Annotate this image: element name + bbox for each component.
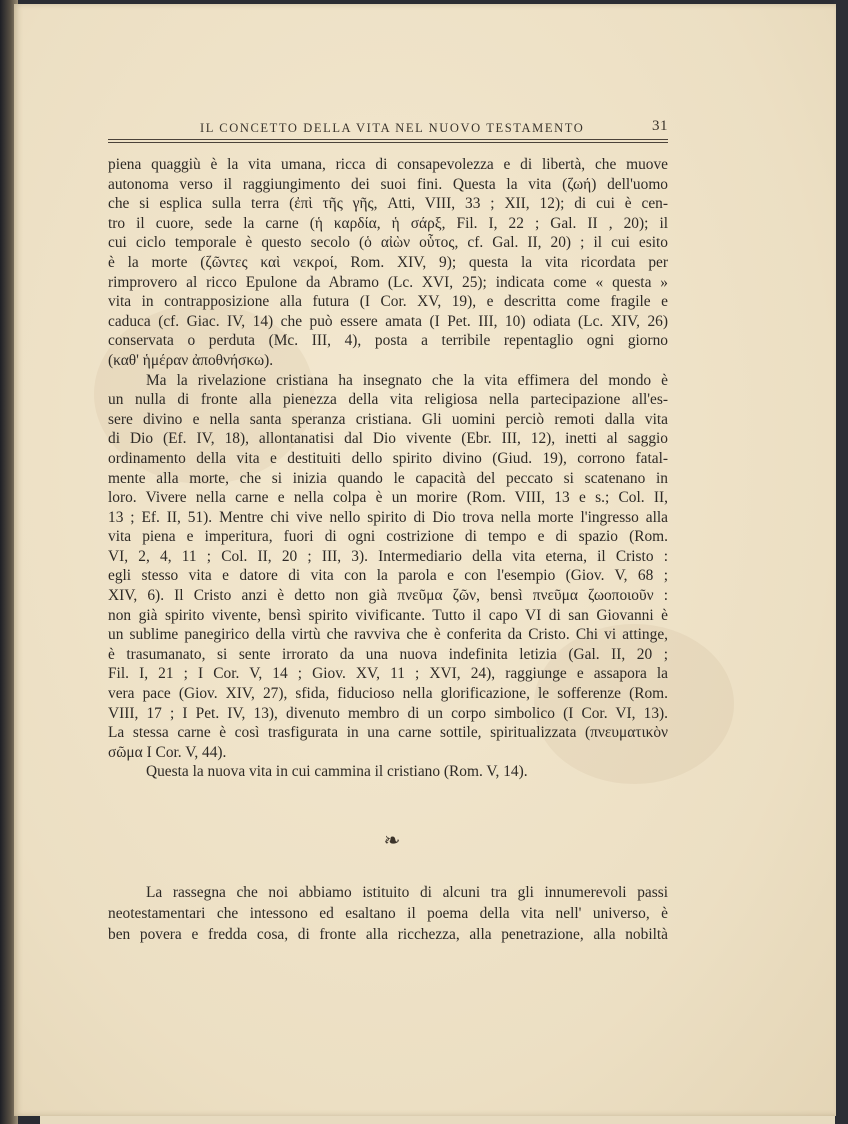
text-line: cui ciclo temporale è questo secolo (ὁ αἰὼν οὗτος, cf. Gal. II, 20) ; il cui esito xyxy=(108,234,668,252)
running-title: IL CONCETTO DELLA VITA NEL NUOVO TESTAMENTO xyxy=(200,121,585,135)
text-line: autonoma verso il raggiungimento dei suoi fini. Questa la vita (ζωή) dell'uomo xyxy=(108,175,668,193)
background-right-edge xyxy=(834,0,848,1124)
text-line: (καθ' ἡμέραν ἀποθνήσκω). xyxy=(108,351,274,369)
text-line: ordinamento della vita e destituiti dello spirito divino (Giud. 19), corrono fatal- xyxy=(108,449,668,467)
closing-text xyxy=(108,882,668,945)
text-line: è trasumanato, si sente irrorato da una nuova indefinita letizia (Gal. II, 20 ; xyxy=(108,645,668,663)
text-line: rimprovero al ricco Epulone da Abramo (Lc. XVI, 25); indicata come « questa » xyxy=(108,273,668,291)
text-line: caduca (cf. Giac. IV, 14) che può essere amata (I Pet. III, 10) odiata (Lc. XIV, 26) xyxy=(108,312,668,330)
text-line: VI, 2, 4, 11 ; Col. II, 20 ; III, 3). Intermediario della vita eterna, il Cristo : xyxy=(108,547,668,565)
header-rule-top xyxy=(108,139,668,140)
text-line: egli stesso vita e datore di vita con la parola e con l'esempio (Giov. V, 68 ; xyxy=(108,567,668,585)
page-number: 31 xyxy=(652,118,668,134)
text-line: La stessa carne è così trasfigurata in una carne sottile, spiritualizzata (πνευματικὸν xyxy=(108,724,668,742)
text-line: ben povera e fredda cosa, di fronte alla ricchezza, alla penetrazione, alla nobiltà xyxy=(108,926,668,943)
text-line: sere divino e nella santa speranza cristiana. Gli uomini perciò remoti dalla vita xyxy=(108,410,668,428)
text-line: σῶμα I Cor. V, 44). xyxy=(108,743,227,761)
text-line: di Dio (Ef. IV, 18), allontanatisi dal Dio vivente (Ebr. III, 12), inetti al saggio xyxy=(108,430,668,448)
text-line: conservata o perduta (Mc. III, 4), posta a terribile repentaglio ogni giorno xyxy=(108,332,668,350)
paragraph-3 xyxy=(108,762,668,782)
text-line: vita in contrapposizione alla futura (I Cor. XV, 19), e descritta come fragile e xyxy=(108,293,668,311)
text-line: vera pace (Giov. XIV, 27), sfida, fiducioso nella glorificazione, le sofferenze (Rom. xyxy=(108,685,668,703)
header-rule-bottom xyxy=(108,142,668,143)
text-line: tro il cuore, sede la carne (ἡ καρδία, ἡ σάρξ, Fil. I, 22 ; Gal. II , 20); il xyxy=(108,214,668,232)
text-line: Ma la rivelazione cristiana ha insegnato che la vita effimera del mondo è xyxy=(146,371,668,389)
fleuron-ornament-icon: ❧ xyxy=(383,830,401,852)
paragraph-1 xyxy=(108,155,668,371)
text-line: che si esplica sulla terra (ἐπὶ τῆς γῆς, Atti, VIII, 33 ; XII, 12); di cui è cen- xyxy=(108,195,668,213)
text-line: non già spirito vivente, bensì spirito vivificante. Tutto il capo VI di san Giovanni è xyxy=(108,606,668,624)
text-line: VIII, 17 ; I Pet. IV, 13), divenuto membro di un corpo simbolico (I Cor. VI, 13). xyxy=(108,704,668,722)
text-line: un nulla di fronte alla pienezza della vita religiosa nella partecipazione all'es- xyxy=(108,391,668,409)
text-line: mente alla morte, che si inizia quando le capacità del peccato si scatenano in xyxy=(108,469,668,487)
text-line: un sublime panegirico della virtù che ravviva che è conferita da Cristo. Chi vi attinge, xyxy=(108,626,668,644)
text-line: vita piena e imperitura, fuori di ogni costrizione di tempo e di spazio (Rom. xyxy=(108,528,668,546)
text-line: Questa la nuova vita in cui cammina il cristiano (Rom. V, 14). xyxy=(146,763,528,781)
paragraph-2 xyxy=(108,371,668,763)
text-line: 13 ; Ef. II, 51). Mentre chi vive nello spirito di Dio trova nella morte l'ingresso alla xyxy=(108,508,668,526)
text-line: Fil. I, 21 ; I Cor. V, 14 ; Giov. XV, 11 ; XVI, 24), raggiunge e assapora la xyxy=(108,665,668,683)
text-line: La rassegna che noi abbiamo istituito di alcuni tra gli innumerevoli passi xyxy=(146,884,668,901)
text-line: XIV, 6). Il Cristo anzi è detto non già πνεῦμα ζῶν, bensì πνεῦμα ζωοποιοῦν : xyxy=(108,587,668,605)
text-line: neotestamentari che intessono ed esaltano il poema della vita nell' universo, è xyxy=(108,905,668,922)
text-line: è la morte (ζῶντες καὶ νεκροί, Rom. XIV, 9); questa la vita ricordata per xyxy=(108,253,668,271)
text-line: loro. Vivere nella carne e nella colpa è un morire (Rom. VIII, 13 e s.; Col. II, xyxy=(108,489,668,507)
main-text xyxy=(108,155,668,782)
text-line: piena quaggiù è la vita umana, ricca di consapevolezza e di libertà, che muove xyxy=(108,156,668,173)
